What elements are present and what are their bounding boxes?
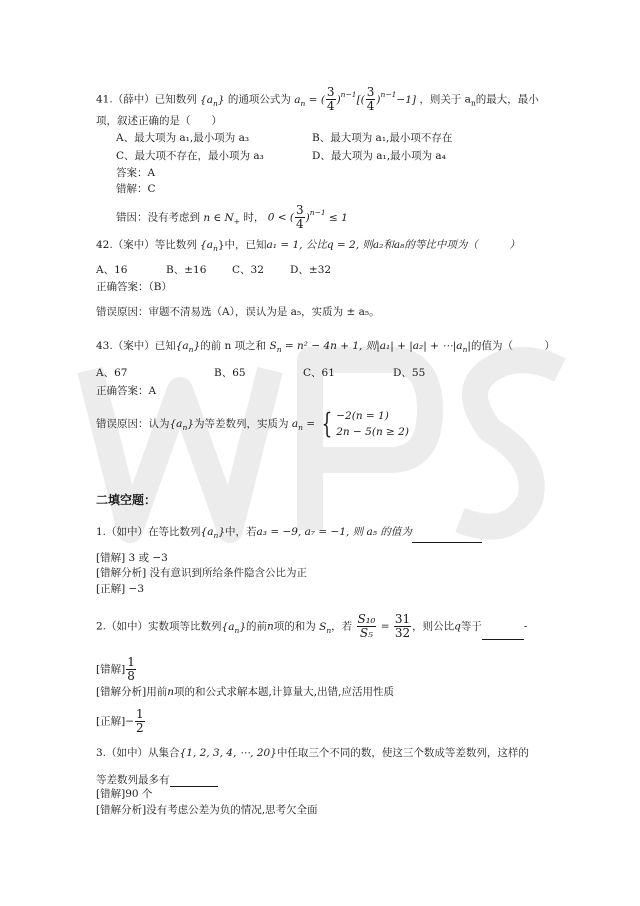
q43-formula-sub: n (276, 345, 282, 354)
q43-stem (96, 339, 555, 357)
f1-cond: a₃ = −9, a₇ = −1, 则 a₅ 的值为 (256, 526, 412, 538)
q42-answer: 正确答案：（B） (96, 281, 172, 293)
q41-option-a: A、最大项为 a₁,最小项为 a₃ (116, 132, 250, 144)
f1-mid: 中，若 (225, 526, 257, 538)
q43-cause (96, 408, 409, 444)
f2-value-num: 31 (394, 612, 411, 626)
q41-cause-cond: n ∈ N (203, 211, 234, 224)
q41-option-b: B、最大项为 a₁,最小项不存在 (312, 132, 453, 144)
q41-cause-mid: 时， (243, 211, 265, 224)
f3-answer-blank[interactable] (170, 772, 218, 787)
q41-cause-lead: 错因：没有考虑到 (116, 211, 200, 224)
q42-intro: 42.（案中）等比数列 (96, 239, 197, 251)
f2-mid2: 项的和为 (273, 620, 316, 633)
f1-seq: {a (200, 526, 214, 538)
f2-value-den: 32 (394, 626, 411, 640)
q43-cause-seq: {a (169, 418, 183, 430)
q41-seq: {a (200, 93, 213, 106)
q41-bracket-close: ) (376, 93, 381, 106)
f2-n: n (267, 620, 274, 633)
f1-intro: 1.（如中）在等比数列 (96, 526, 201, 538)
q43-cause-an-sub: n (298, 423, 303, 432)
q42-option-c: C、32 (232, 264, 264, 276)
q41-cause-ineq-r: ) (305, 211, 310, 224)
q43-formula: S (269, 340, 277, 352)
f2-sn-sub: n (326, 625, 332, 635)
f3-line2: 等差数列最多有 (96, 774, 170, 786)
q41-option-d: D、最大项为 a₁,最小项为 a₄ (312, 150, 446, 162)
q43-option-c: C、61 (303, 367, 335, 379)
f3-wrong: [错解]90 个 (96, 788, 153, 800)
q41-stem-line1: 41.（薛中）已知数列 $\{a_n\}$ 的通项公式为 $a_n$ = ( $\frac{3}{4}$ )$^{n-1}$[( $\frac{3}{4}$ )$^{n-1}$−1] ，则关于 $a_n$的最大，最小 (96, 85, 539, 113)
q43-seq-close: } (193, 340, 201, 352)
q43-cause-mid: 为等差数列，实质为 (193, 418, 289, 430)
q43-cause-an: a (291, 418, 299, 430)
q41-option-c: C、最大项不存在，最小项为 a₃ (116, 150, 264, 162)
f2-correct-label: [正解] (96, 715, 126, 728)
f1-wrong: [错解] 3 或 −3 (96, 552, 168, 564)
q43-seq: {a (175, 340, 189, 352)
q41-frac2 (366, 86, 376, 113)
q41-stem-line2: 项，叙述正确的是（ ） (96, 115, 222, 127)
f3-stem-line2 (96, 772, 218, 787)
f1-stem (96, 525, 482, 543)
f2-correct-sign: − (125, 715, 135, 728)
f2-wrong-label: [错解] (96, 663, 126, 676)
f2-eq: = (380, 620, 390, 633)
q43-formula-end: |的值为（ ） (467, 340, 555, 352)
q41-cause-frac-den: 4 (295, 217, 304, 231)
f2-ratio-den: S₅ (357, 626, 377, 640)
f2-analysis-n: n (167, 686, 174, 698)
q43-cases (336, 408, 409, 440)
q41-frac-num: 3 (326, 85, 335, 99)
q41-cause (116, 204, 348, 231)
f2-wrong-frac (126, 656, 136, 683)
f2-ratio-num: S₁₀ (357, 612, 376, 626)
left-brace: { (321, 407, 333, 440)
f1-seq-close: } (218, 526, 226, 538)
f2-correct-frac (135, 708, 145, 735)
f3-set: {1, 2, 3, 4, ⋯, 20} (179, 747, 277, 759)
f2-wrong (96, 656, 137, 683)
q43-case1: −2(n = 1) (336, 410, 389, 422)
f3-tail: 中任取三个不同的数，使这三个数成等差数列，这样的 (276, 747, 529, 759)
f2-q: q (454, 620, 461, 633)
q43-option-d: D、55 (393, 367, 426, 379)
f2-intro: 2.（如中）实数项等比数列 (96, 620, 222, 633)
f2-correct-den: 2 (136, 721, 144, 735)
q41-cause-frac-num: 3 (295, 203, 304, 217)
q43-case2: 2n − 5(n ≥ 2) (336, 426, 409, 438)
q41-eq: = (308, 93, 318, 106)
q43-formula-rest: = n² − 4n + 1, 则|a₁| + |a₂| + ⋯|a (281, 340, 463, 352)
f1-analysis: [错解分析] 没有意识到所给条件隐含公比为正 (96, 567, 308, 579)
q43-formula-rest-sub: n (462, 345, 468, 354)
q42-seq-close: }中，已知 (217, 239, 267, 251)
q41-cause-ineq-tail: ≤ 1 (328, 211, 348, 224)
f3-analysis: [错解分析]没有考虑公差为负的情况,思考欠全面 (96, 804, 318, 816)
f2-ratio (357, 613, 377, 640)
q41-frac2-den: 4 (366, 99, 375, 113)
q41-frac-den: 4 (326, 99, 335, 113)
f2-tail: ，则公比 (412, 620, 455, 633)
q41-cause-ineq-l: 0 < ( (267, 211, 294, 224)
q41-intro: 41.（薛中）已知数列 (96, 93, 197, 106)
f2-wrong-num: 1 (127, 655, 135, 669)
f2-seq-sub: n (234, 625, 240, 635)
f3-stem (96, 746, 529, 760)
q42-stem (96, 238, 520, 256)
q41-tail-sub: n (470, 98, 476, 108)
f1-answer-blank[interactable] (412, 528, 482, 543)
q41-formula-lhs: a (294, 93, 301, 106)
f2-wrong-den: 8 (127, 669, 135, 683)
q43-option-a: A、67 (96, 367, 128, 379)
f2-answer-blank[interactable] (482, 625, 524, 640)
q43-option-b: B、65 (214, 367, 246, 379)
q41-formula-lhs-sub: n (300, 98, 306, 108)
q43-cause-lead: 错误原因：认为 (96, 418, 170, 430)
f2-correct-num: 1 (136, 707, 144, 721)
q41-answer: 答案：A (116, 167, 156, 179)
f3-intro: 3.（如中）从集合 (96, 747, 180, 759)
q41-tail2: 的最大，最小 (475, 93, 539, 106)
q42-seq-sub: n (213, 244, 218, 253)
f2-ruo: ，若 (331, 620, 353, 633)
f2-analysis-tail: 项的和公式求解本题,计算量大,出错,应活用性质 (173, 686, 394, 698)
q42-option-b: B、±16 (166, 264, 207, 276)
q42-seq: {a (200, 239, 213, 251)
f2-dash: - (523, 620, 528, 633)
q41-seq-close: } (217, 93, 225, 106)
q41-seq-sub: n (213, 98, 218, 108)
q41-frac2-num: 3 (366, 85, 375, 99)
q43-seq-sub: n (188, 345, 194, 354)
q41-cause-cond-sub: + (233, 216, 241, 226)
q42-option-a: A、16 (96, 264, 128, 276)
q41-exp: n−1 (340, 89, 357, 99)
q42-cond: a₁ = 1, 公比q = 2, 则a₂和a₈的等比中项为（ ） (266, 239, 520, 251)
f2-correct (96, 708, 146, 735)
f2-analysis (96, 685, 394, 699)
q43-intro: 43.（案中）已知 (96, 340, 176, 352)
q43-cause-seq-sub: n (182, 423, 188, 432)
q43-cause-eq: = (302, 418, 319, 430)
f2-tail2: 等于 (460, 620, 482, 633)
q41-frac (326, 86, 336, 113)
q43-mid: 的前 n 项之和 (200, 340, 267, 352)
f2-value (394, 613, 411, 640)
q41-cause-frac (295, 204, 305, 231)
q41-cause-exp: n−1 (309, 207, 326, 217)
f2-sn: S (319, 620, 327, 633)
q41-bracket-open: [( (356, 93, 365, 106)
f2-seq-close: } (239, 620, 247, 633)
q41-formula-lead: 的通项公式为 (227, 93, 291, 106)
q41-tail: ，则关于 a (419, 93, 471, 106)
q41-exp2: n−1 (380, 89, 397, 99)
section-title: 二填空题： (96, 493, 157, 507)
f1-correct: [正解] −3 (96, 583, 145, 595)
q42-option-d: D、±32 (290, 264, 332, 276)
q43-answer: 正确答案：A (96, 385, 157, 397)
f2-mid: 的前 (246, 620, 268, 633)
f2-analysis-lead: [错解分析]用前 (96, 686, 168, 698)
q43-cause-seq-close: } (187, 418, 194, 430)
q42-cause: 错误原因：审题不清易选（A），误认为是 a₅，实质为 ± a₅。 (96, 306, 380, 318)
q41-wrong: 错解：C (116, 183, 156, 195)
f2-seq: {a (221, 620, 235, 633)
f1-seq-sub: n (213, 531, 219, 540)
q41-minus-one: −1] (396, 93, 416, 106)
f2-stem (96, 613, 527, 640)
